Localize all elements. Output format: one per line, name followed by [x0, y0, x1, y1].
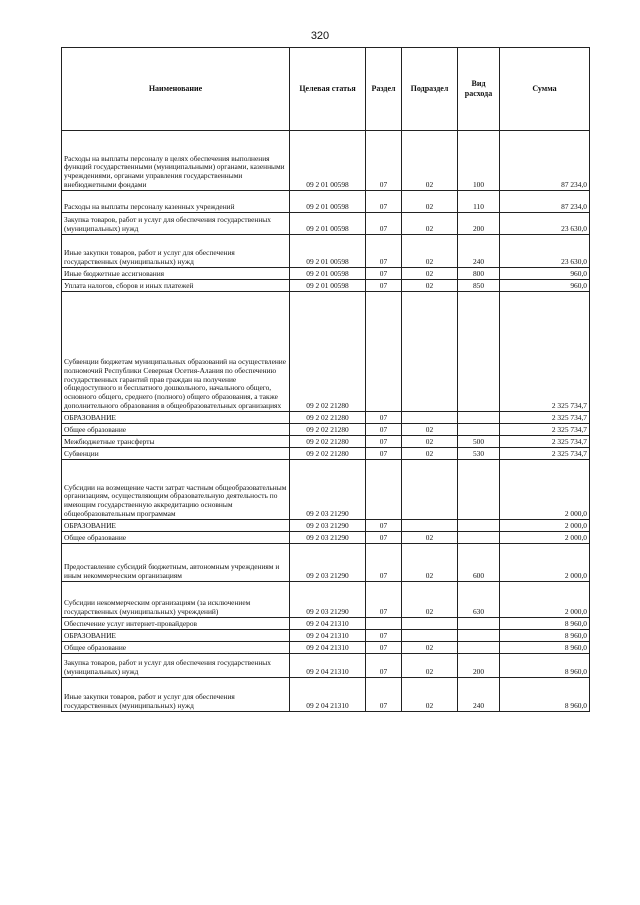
table-row	[62, 448, 590, 460]
table-row	[62, 654, 590, 678]
row-section: 07	[366, 582, 402, 618]
row-subsection: 02	[402, 642, 458, 654]
row-expense-type: 200	[458, 213, 500, 235]
row-expense-type: 500	[458, 436, 500, 448]
row-section: 07	[366, 235, 402, 268]
row-sum: 2 000,0	[500, 520, 590, 532]
row-name: ОБРАЗОВАНИЕ	[62, 412, 290, 424]
row-sum: 23 630,0	[500, 213, 590, 235]
table-row	[62, 235, 590, 268]
row-target-article: 09 2 01 00598	[290, 191, 366, 213]
row-expense-type: 530	[458, 448, 500, 460]
row-target-article: 09 2 03 21290	[290, 532, 366, 544]
row-target-article: 09 2 03 21290	[290, 544, 366, 582]
header-subsection: Подраздел	[402, 48, 458, 131]
row-subsection: 02	[402, 268, 458, 280]
table-row	[62, 678, 590, 712]
row-subsection	[402, 520, 458, 532]
row-target-article: 09 2 02 21280	[290, 448, 366, 460]
table-row	[62, 642, 590, 654]
row-section: 07	[366, 654, 402, 678]
row-target-article: 09 2 01 00598	[290, 131, 366, 191]
row-target-article: 09 2 03 21290	[290, 582, 366, 618]
table-row	[62, 131, 590, 191]
header-target-article: Целевая статья	[290, 48, 366, 131]
row-section: 07	[366, 678, 402, 712]
row-expense-type: 200	[458, 654, 500, 678]
table-row	[62, 412, 590, 424]
row-sum: 2 325 734,7	[500, 424, 590, 436]
row-subsection	[402, 460, 458, 520]
row-expense-type	[458, 520, 500, 532]
row-sum: 2 000,0	[500, 532, 590, 544]
row-name: Иные бюджетные ассигнования	[62, 268, 290, 280]
table-header-row	[62, 48, 590, 131]
row-target-article: 09 2 01 00598	[290, 268, 366, 280]
row-target-article: 09 2 02 21280	[290, 424, 366, 436]
row-subsection: 02	[402, 131, 458, 191]
row-section	[366, 618, 402, 630]
row-target-article: 09 2 01 00598	[290, 235, 366, 268]
row-target-article: 09 2 03 21290	[290, 460, 366, 520]
row-expense-type	[458, 630, 500, 642]
row-section: 07	[366, 544, 402, 582]
table-row	[62, 213, 590, 235]
row-sum: 8 960,0	[500, 678, 590, 712]
row-section: 07	[366, 436, 402, 448]
table-row	[62, 582, 590, 618]
table-row	[62, 460, 590, 520]
row-target-article: 09 2 01 00598	[290, 280, 366, 292]
row-name: Общее образование	[62, 424, 290, 436]
row-subsection	[402, 618, 458, 630]
row-sum: 960,0	[500, 268, 590, 280]
row-name: Субвенции	[62, 448, 290, 460]
row-name: Иные закупки товаров, работ и услуг для обеспечения государственных (муниципальных) нужд	[62, 235, 290, 268]
row-name: Межбюджетные трансферты	[62, 436, 290, 448]
row-section	[366, 460, 402, 520]
row-expense-type: 630	[458, 582, 500, 618]
row-target-article: 09 2 02 21280	[290, 436, 366, 448]
row-sum: 8 960,0	[500, 630, 590, 642]
row-subsection: 02	[402, 235, 458, 268]
row-sum: 8 960,0	[500, 654, 590, 678]
table-row	[62, 280, 590, 292]
row-subsection: 02	[402, 280, 458, 292]
row-subsection	[402, 292, 458, 412]
row-expense-type	[458, 424, 500, 436]
row-section: 07	[366, 280, 402, 292]
row-section: 07	[366, 642, 402, 654]
row-target-article: 09 2 04 21310	[290, 678, 366, 712]
row-subsection: 02	[402, 544, 458, 582]
row-name: Закупка товаров, работ и услуг для обеспечения государственных (муниципальных) нужд	[62, 213, 290, 235]
table-row	[62, 630, 590, 642]
row-section: 07	[366, 131, 402, 191]
row-name: Общее образование	[62, 532, 290, 544]
row-expense-type	[458, 412, 500, 424]
table-row	[62, 424, 590, 436]
row-expense-type	[458, 292, 500, 412]
row-expense-type: 600	[458, 544, 500, 582]
row-expense-type: 240	[458, 235, 500, 268]
row-sum: 2 000,0	[500, 582, 590, 618]
row-expense-type	[458, 460, 500, 520]
row-sum: 8 960,0	[500, 642, 590, 654]
row-subsection: 02	[402, 436, 458, 448]
row-section: 07	[366, 532, 402, 544]
row-subsection: 02	[402, 532, 458, 544]
row-expense-type	[458, 532, 500, 544]
table-row	[62, 292, 590, 412]
table-row	[62, 436, 590, 448]
row-name: Субсидии некоммерческим организациям (за исключением государственных (муниципальных) учреждений)	[62, 582, 290, 618]
row-name: Субвенции бюджетам муниципальных образований на осуществление полномочий Республики Северная Осетия-Алания по обеспечению государственных гарантий прав граждан на получение общедоступного и бесплатного дошкольного, начального общего, основного общего, среднего (полного) общего образования, а также дополнительного образования в общеобразовательных организациях	[62, 292, 290, 412]
row-expense-type: 850	[458, 280, 500, 292]
row-subsection	[402, 412, 458, 424]
row-sum: 960,0	[500, 280, 590, 292]
row-expense-type	[458, 618, 500, 630]
row-section: 07	[366, 213, 402, 235]
row-subsection: 02	[402, 678, 458, 712]
row-target-article: 09 2 03 21290	[290, 520, 366, 532]
row-subsection: 02	[402, 582, 458, 618]
table-row	[62, 618, 590, 630]
row-sum: 2 325 734,7	[500, 292, 590, 412]
row-subsection: 02	[402, 191, 458, 213]
row-expense-type: 240	[458, 678, 500, 712]
row-sum: 87 234,0	[500, 131, 590, 191]
row-name: Обеспечение услуг интернет-провайдеров	[62, 618, 290, 630]
row-section: 07	[366, 424, 402, 436]
row-section: 07	[366, 520, 402, 532]
row-expense-type: 800	[458, 268, 500, 280]
row-section: 07	[366, 191, 402, 213]
row-sum: 2 000,0	[500, 544, 590, 582]
row-sum: 2 325 734,7	[500, 448, 590, 460]
row-expense-type: 110	[458, 191, 500, 213]
row-expense-type	[458, 642, 500, 654]
row-sum: 8 960,0	[500, 618, 590, 630]
row-target-article: 09 2 02 21280	[290, 412, 366, 424]
row-section	[366, 292, 402, 412]
budget-table	[61, 47, 590, 712]
header-section: Раздел	[366, 48, 402, 131]
table-row	[62, 268, 590, 280]
row-section: 07	[366, 448, 402, 460]
row-target-article: 09 2 04 21310	[290, 618, 366, 630]
row-subsection: 02	[402, 448, 458, 460]
row-sum: 2 000,0	[500, 460, 590, 520]
row-target-article: 09 2 04 21310	[290, 642, 366, 654]
row-sum: 23 630,0	[500, 235, 590, 268]
row-subsection: 02	[402, 213, 458, 235]
row-sum: 2 325 734,7	[500, 412, 590, 424]
row-name: Предоставление субсидий бюджетным, автономным учреждениям и иным некоммерческим организациям	[62, 544, 290, 582]
row-name: Расходы на выплаты персоналу в целях обеспечения выполнения функций государственными (муниципальными) органами, казенными учреждениями, органами управления государственными внебюджетными фондами	[62, 131, 290, 191]
header-sum: Сумма	[500, 48, 590, 131]
row-target-article: 09 2 02 21280	[290, 292, 366, 412]
row-section: 07	[366, 268, 402, 280]
page-number: 320	[310, 30, 330, 42]
row-subsection	[402, 630, 458, 642]
row-name: Общее образование	[62, 642, 290, 654]
table-row	[62, 520, 590, 532]
row-name: Расходы на выплаты персоналу казенных учреждений	[62, 191, 290, 213]
row-name: ОБРАЗОВАНИЕ	[62, 630, 290, 642]
row-subsection: 02	[402, 424, 458, 436]
table-row	[62, 191, 590, 213]
row-sum: 87 234,0	[500, 191, 590, 213]
row-name: Уплата налогов, сборов и иных платежей	[62, 280, 290, 292]
table-body	[62, 131, 590, 712]
row-target-article: 09 2 04 21310	[290, 630, 366, 642]
row-target-article: 09 2 04 21310	[290, 654, 366, 678]
row-name: Иные закупки товаров, работ и услуг для обеспечения государственных (муниципальных) нужд	[62, 678, 290, 712]
table-row	[62, 532, 590, 544]
row-subsection: 02	[402, 654, 458, 678]
row-name: Субсидии на возмещение части затрат частным общеобразовательным организациям, осуществляющим образовательную деятельность по имеющим государственную аккредитацию основным общеобразовательным программам	[62, 460, 290, 520]
row-section: 07	[366, 630, 402, 642]
header-name: Наименование	[62, 48, 290, 131]
table-row	[62, 544, 590, 582]
row-target-article: 09 2 01 00598	[290, 213, 366, 235]
row-sum: 2 325 734,7	[500, 436, 590, 448]
row-name: ОБРАЗОВАНИЕ	[62, 520, 290, 532]
row-section: 07	[366, 412, 402, 424]
row-name: Закупка товаров, работ и услуг для обеспечения государственных (муниципальных) нужд	[62, 654, 290, 678]
header-expense-type: Вид расхода	[458, 48, 500, 131]
row-expense-type: 100	[458, 131, 500, 191]
